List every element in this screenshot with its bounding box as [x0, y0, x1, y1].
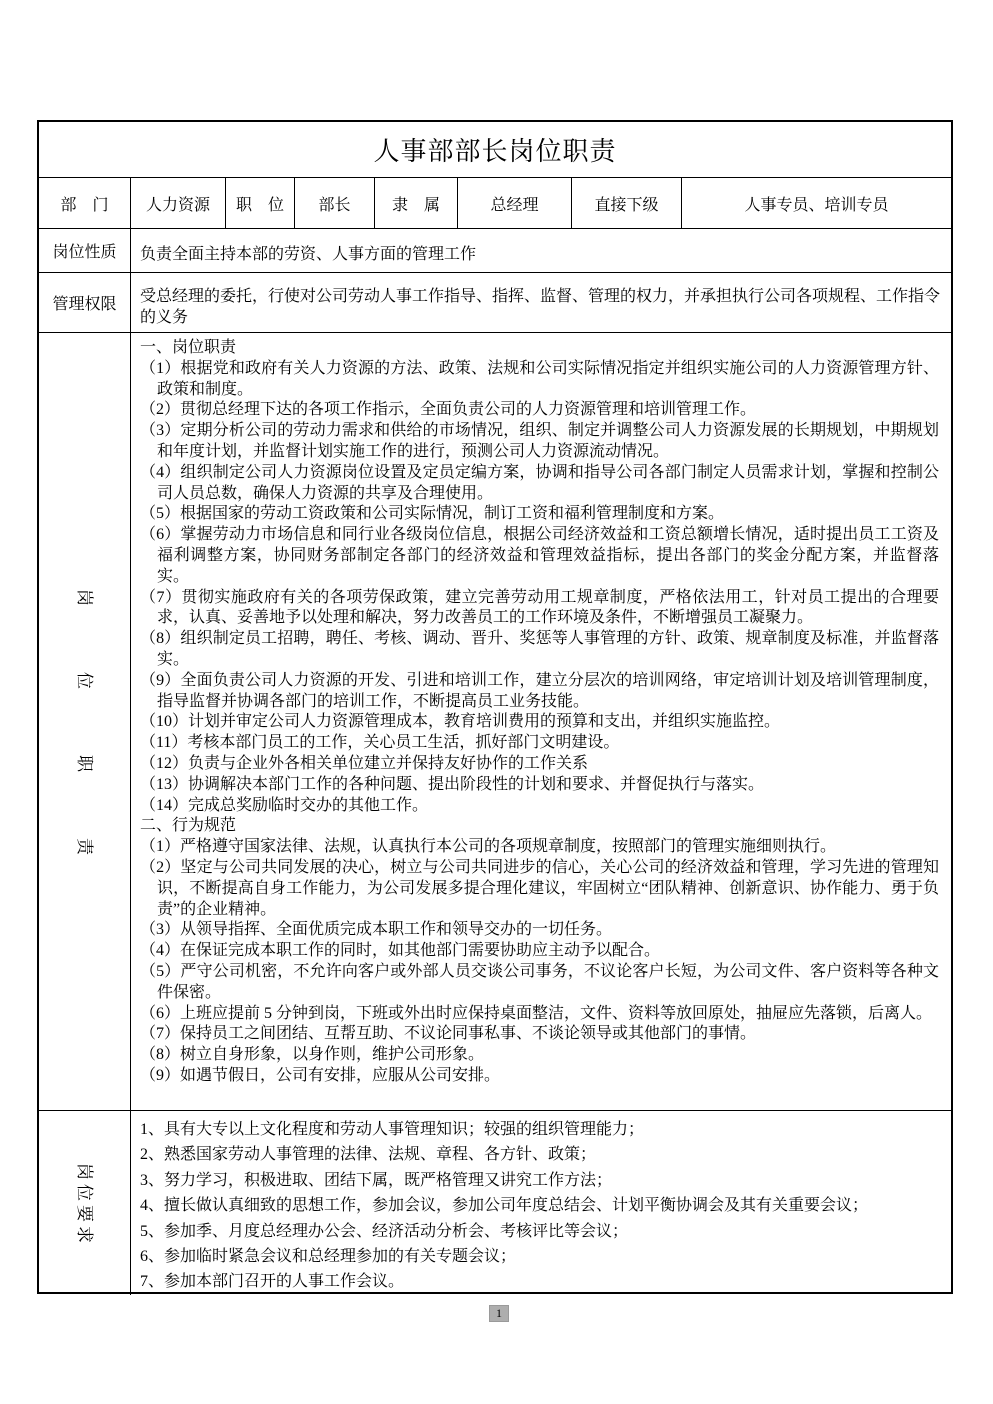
- header-cell-department-value: 人力资源: [131, 178, 226, 228]
- duty-item: （8）组织制定员工招聘，聘任、考核、调动、晋升、奖惩等人事管理的方针、政策、规章制度及标准，并监督落实。: [140, 630, 939, 668]
- header-cell-reports-to-label: 隶 属: [375, 178, 458, 228]
- authority-paragraph: 受总经理的委托，行使对公司劳动人事工作指导、指挥、监督、管理的权力，并承担执行公司各项规程、工作指令的义务: [140, 287, 941, 326]
- nature-text: [131, 229, 951, 272]
- vertical-label-char: 要: [75, 1204, 94, 1222]
- header-cell-position-label: 职 位: [226, 178, 295, 228]
- vertical-label-char: 位: [75, 671, 94, 689]
- requirement-item: 5、参加季、月度总经理办公会、经济活动分析会、考核评比等会议；: [140, 1222, 629, 1240]
- duty-item: （9）全面负责公司人力资源的开发、引进和培训工作，建立分层次的培训网络，审定培训计划及培训管理制度，指导监督并协调各部门的培训工作，不断提高员工业务技能。: [140, 671, 939, 710]
- requirement-item: 7、参加本部门召开的人事工作会议。: [140, 1273, 405, 1291]
- duty-item: （2）贯彻总经理下达的各项工作指示，全面负责公司的人力资源管理和培训管理工作。: [140, 401, 757, 419]
- header-cell-reports-to-value: 总经理: [458, 178, 572, 228]
- conduct-item: （2）坚定与公司共同发展的决心，树立与公司共同进步的信心，关心公司的经济效益和管理，学习先进的管理知识，不断提高自身工作能力，为公司发展多提合理化建议，牢固树立“团队精神、创新意识、协作能力、勇于负责”的企业精神。: [140, 858, 939, 918]
- header-row: [39, 178, 951, 229]
- duty-item: （7）贯彻实施政府有关的各项劳保政策，建立完善劳动用工规章制度，严格依法用工，针对员工提出的合理要求，认真、妥善地予以处理和解决，努力改善员工的工作环境及条件，不断增强员工凝聚力。: [140, 588, 939, 627]
- vertical-label-char: 求: [75, 1225, 94, 1243]
- header-cell-department-label: 部 门: [39, 178, 131, 228]
- duty-item: （4）组织制定公司人力资源岗位设置及定员定编方案，协调和指导公司各部门制定人员需求计划，掌握和控制公司人员总数，确保人力资源的共享及合理使用。: [140, 463, 939, 502]
- conduct-item: （3）从领导指挥、全面优质完成本职工作和领导交办的一切任务。: [140, 921, 613, 939]
- vertical-label-char: 责: [75, 837, 94, 855]
- authority-row: [39, 273, 951, 333]
- duties-content: [131, 333, 951, 1110]
- requirement-item: 6、参加临时紧急会议和总经理参加的有关专题会议；: [140, 1248, 517, 1266]
- vertical-label-char: 岗: [75, 588, 94, 606]
- duty-item: （6）掌握劳动力市场信息和同行业各级岗位信息，根据公司经济效益和工资总额增长情况，适时提出员工工资及福利调整方案，协同财务部制定各部门的经济效益和管理效益指标，提出各部门的奖金分配方案，并监督落实。: [140, 526, 939, 585]
- duty-item: （10）计划并审定公司人力资源管理成本，教育培训费用的预算和支出，并组织实施监控。: [140, 713, 781, 731]
- nature-label: 岗位性质: [39, 229, 131, 272]
- job-description-table: [37, 120, 953, 1294]
- requirements-content: [131, 1111, 951, 1295]
- requirement-item: 4、擅长做认真细致的思想工作，参加会议，参加公司年度总结会、计划平衡协调会及其有关重要会议；: [140, 1197, 869, 1215]
- header-cell-position-value: 部长: [295, 178, 375, 228]
- conduct-item: （5）严守公司机密，不允许向客户或外部人员交谈公司事务，不议论客户长短，为公司文件、客户资料等各种文件保密。: [140, 962, 939, 1001]
- duty-item: （13）协调解决本部门工作的各种问题、提出阶段性的计划和要求、并督促执行与落实。: [140, 775, 765, 793]
- page-title: 人事部部长岗位职责: [373, 137, 617, 166]
- conduct-item: （7）保持员工之间团结、互帮互助、不议论同事私事、不谈论领导或其他部门的事情。: [140, 1025, 757, 1043]
- conduct-item: （1）严格遵守国家法律、法规，认真执行本公司的各项规章制度，按照部门的管理实施细则执行。: [140, 838, 837, 856]
- requirement-item: 2、熟悉国家劳动人事管理的法律、法规、章程、各方针、政策；: [140, 1146, 597, 1164]
- duties-row: [39, 333, 951, 1111]
- page-number-badge: 1: [489, 1305, 509, 1322]
- duty-item: （5）根据国家的劳动工资政策和公司实际情况，制订工资和福利管理制度和方案。: [140, 505, 725, 523]
- header-cell-subordinates-value: 人事专员、培训专员: [744, 196, 889, 214]
- requirement-item: 1、具有大专以上文化程度和劳动人事管理知识；较强的组织管理能力；: [140, 1121, 645, 1138]
- duty-item: （11）考核本部门员工的工作，关心员工生活，抓好部门文明建设。: [140, 734, 620, 752]
- duties-section2-heading: 二、行为规范: [140, 817, 237, 835]
- duty-item: （1）根据党和政府有关人力资源的方法、政策、法规和公司实际情况指定并组织实施公司的人力资源管理方针、政策和制度。: [140, 359, 939, 398]
- vertical-label-char: 岗: [75, 1162, 94, 1180]
- duty-item: （14）完成总奖励临时交办的其他工作。: [140, 796, 429, 814]
- nature-paragraph: 负责全面主持本部的劳资、人事方面的管理工作: [140, 246, 477, 263]
- title-row: [39, 122, 951, 178]
- requirements-row: [39, 1111, 951, 1292]
- conduct-item: （8）树立自身形象，以身作则，维护公司形象。: [140, 1046, 485, 1064]
- conduct-item: （9）如遇节假日，公司有安排，应服从公司安排。: [140, 1066, 501, 1084]
- duty-item: （12）负责与企业外各相关单位建立并保持友好协作的工作关系: [140, 754, 589, 772]
- requirement-item: 3、努力学习，积极进取、团结下属，既严格管理又讲究工作方法；: [140, 1171, 613, 1189]
- nature-row: [39, 229, 951, 273]
- authority-text: [131, 273, 951, 332]
- header-cell-subordinates-label: 直接下级: [572, 178, 682, 228]
- vertical-label-char: 职: [75, 754, 94, 772]
- requirements-vertical-label: [39, 1111, 131, 1295]
- authority-label: 管理权限: [39, 273, 131, 332]
- vertical-label-char: 位: [75, 1183, 94, 1201]
- duty-item: （3）定期分析公司的劳动力需求和供给的市场情况，组织、制定并调整公司人力资源发展的长期规划，中期规划和年度计划，并监督计划实施工作的进行，预测公司人力资源流动情况。: [140, 422, 939, 460]
- conduct-item: （4）在保证完成本职工作的同时，如其他部门需要协助应主动予以配合。: [140, 942, 661, 960]
- duties-vertical-label: [39, 333, 131, 1110]
- conduct-item: （6）上班应提前 5 分钟到岗，下班或外出时应保持桌面整洁，文件、资料等放回原处，抽屉应先落锁，后离人。: [140, 1004, 933, 1022]
- duties-section1-heading: 一、岗位职责: [140, 339, 237, 356]
